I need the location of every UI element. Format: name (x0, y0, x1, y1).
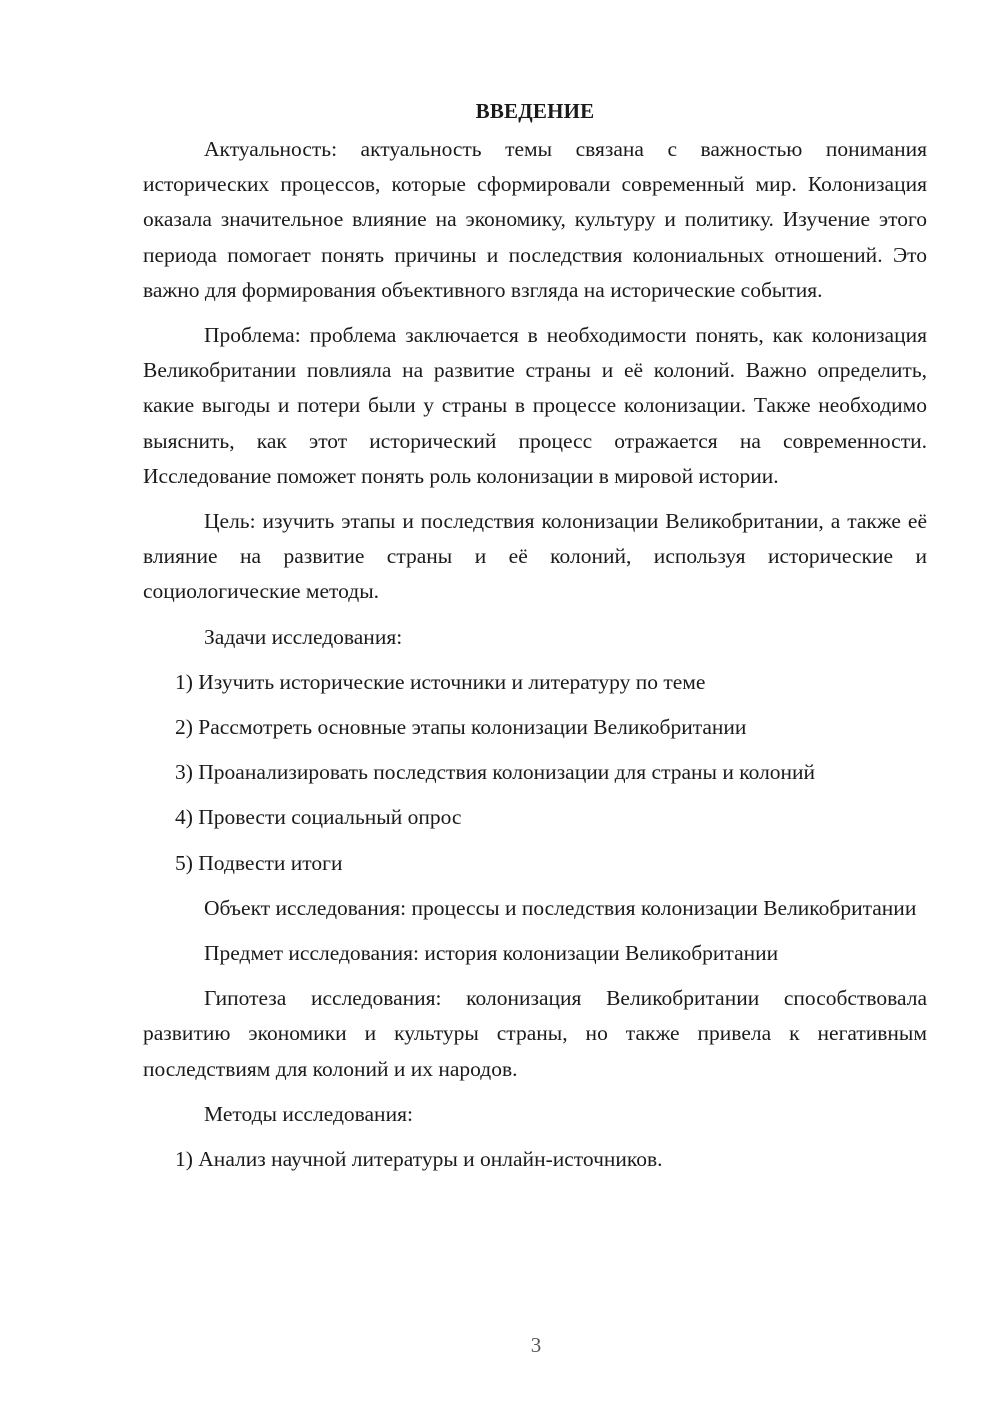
task-item: 2) Рассмотреть основные этапы колонизации Великобритании (175, 715, 747, 740)
task-item: 4) Провести социальный опрос (175, 805, 462, 830)
page-content (143, 96, 927, 1187)
task-item: 5) Подвести итоги (175, 850, 343, 875)
method-item: 1) Анализ научной литературы и онлайн-источников. (175, 1147, 663, 1172)
methods-heading: Методы исследования: (204, 1101, 413, 1126)
paragraph-object: Объект исследования: процессы и последствия колонизации Великобритании (204, 895, 917, 920)
section-heading: ВВЕДЕНИЕ (475, 99, 595, 123)
task-item: 3) Проанализировать последствия колонизации для страны и колоний (175, 760, 816, 785)
paragraph-relevance: Актуальность: актуальность темы связана с важностью понимания исторических процессов, которые сформировали современный мир. Колонизация оказала значительное влияние на экономику, культуру и политику. Изучение этого периода помогает понять причины и последствия колониальных отношений. Это важно для формирования объективного взгляда на исторические события. (143, 137, 927, 302)
tasks-heading: Задачи исследования: (204, 624, 403, 649)
research-subject: Предмет исследования: история колонизации Великобритании (204, 941, 779, 966)
paragraph-hypothesis: Гипотеза исследования: колонизация Великобритании способствовала развитию экономики и культуры страны, но также привела к негативным последствиям для колоний и их народов. (143, 986, 927, 1081)
paragraph-goal: Цель: изучить этапы и последствия колонизации Великобритании, а также её влияние на развитие страны и её колоний, используя исторические и социологические методы. (143, 509, 927, 604)
page-number: 3 (530, 1333, 542, 1357)
paragraph-problem: Проблема: проблема заключается в необходимости понять, как колонизация Великобритании повлияла на развитие страны и её колоний. Важно определить, какие выгоды и потери были у страны в процессе колонизации. Также необходимо выяснить, как этот исторический процесс отражается на современности. Исследование поможет понять роль колонизации в мировой истории. (143, 323, 927, 488)
task-item: 1) Изучить исторические источники и литературу по теме (175, 669, 706, 694)
